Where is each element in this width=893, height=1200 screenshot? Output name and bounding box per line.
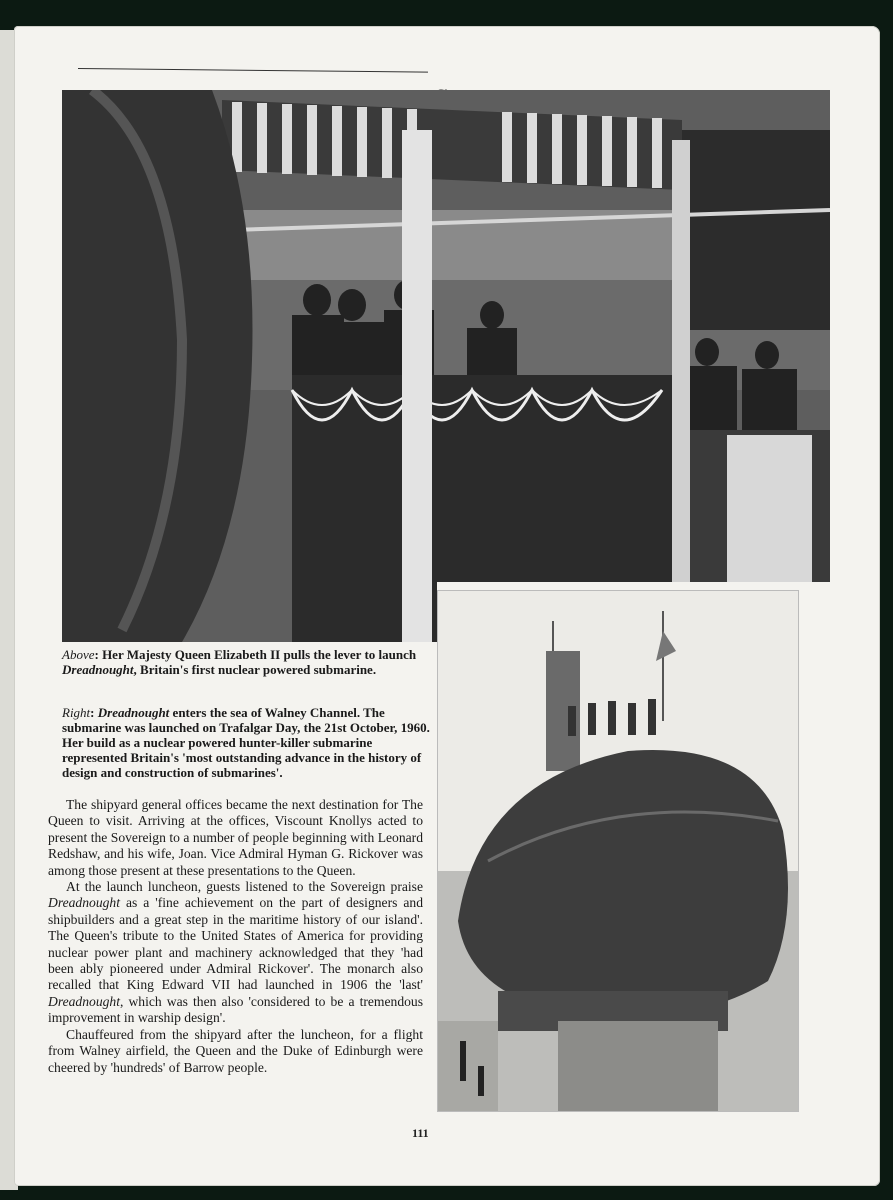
page-number: 111 xyxy=(412,1126,429,1140)
caption-above: Above: Her Majesty Queen Elizabeth II pulls the lever to launch Dreadnought, Britain's first nuclear powered submarine. xyxy=(62,647,417,677)
paragraph: The shipyard general offices became the next destination for The Queen to visit. Arriving at the offices, Viscount Knollys acted to present the Sovereign to a number of people beginning with Leonard Redshaw, and his wife, Joan. Vice Admiral Hyman G. Rickover was among those present at these presentations to the Queen. xyxy=(48,797,423,878)
dreadnought-launch-photo xyxy=(437,590,799,1112)
caption-right: Right: Dreadnought enters the sea of Walney Channel. The submarine was launched on Trafalgar Day, the 21st October, 1960. Her build as a nuclear powered hunter-killer submarine represented Britain's 'most outstanding advance in the history of design and construction of submarines'. xyxy=(62,705,430,780)
launch-platform-photo xyxy=(62,90,830,642)
paragraph: At the launch luncheon, guests listened to the Sovereign praise Dreadnought as a 'fine achievement on the part of designers and shipbuilders and a great step in the maritime history of our island'. The Queen's tribute to the United States of America for providing nuclear power plant and machinery acknowledged that they 'had been ably pioneered under Admiral Rickover'. The monarch also recalled that King Edward VII had launched in 1906 the 'last' Dreadnought, which was then also 'considered to be a tremendous improvement in warship design'. xyxy=(48,879,423,1026)
article-body xyxy=(48,797,423,1076)
paragraph: Chauffeured from the shipyard after the luncheon, for a flight from Walney airfield, the Queen and the Duke of Edinburgh were cheered by 'hundreds' of Barrow people. xyxy=(48,1026,423,1075)
